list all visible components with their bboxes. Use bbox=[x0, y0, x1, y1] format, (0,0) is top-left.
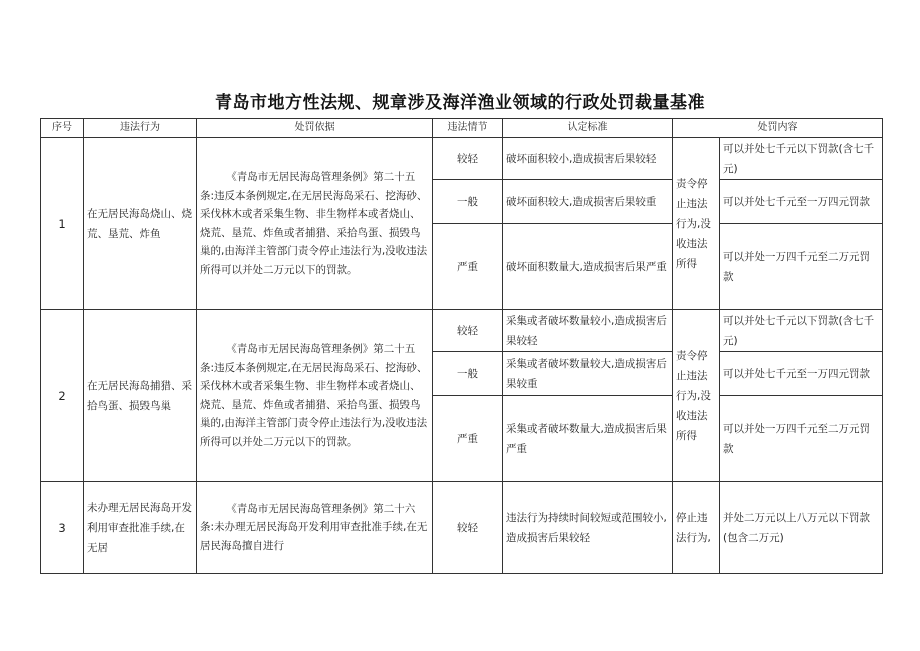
table-header-row bbox=[41, 119, 883, 138]
row-number: 3 bbox=[41, 482, 84, 574]
header-basis: 处罚依据 bbox=[197, 119, 433, 138]
determination-standard: 破坏面积数量大,造成损害后果严重 bbox=[503, 224, 673, 310]
penalty-basis: 《青岛市无居民海岛管理条例》第二十六条:未办理无居民海岛开发利用审查批准手续,在无居民海岛擅自进行 bbox=[197, 482, 433, 574]
penalty-content: 可以并处七千元以下罚款(含七千元) bbox=[720, 138, 883, 180]
penalty-content: 并处二万元以上八万元以下罚款(包含二万元) bbox=[720, 482, 883, 574]
penalty-content: 可以并处七千元至一万四元罚款 bbox=[720, 352, 883, 396]
penalty-basis: 《青岛市无居民海岛管理条例》第二十五条:违反本条例规定,在无居民海岛采石、挖海砂、采伐林木或者采集生物、非生物样本或者烧山、烧荒、垦荒、炸鱼或者捕猎、采拾鸟蛋、损毁鸟巢的,由海洋主管部门责令停止违法行为,没收违法所得可以并处二万元以下的罚款。 bbox=[197, 138, 433, 310]
circumstance-level: 严重 bbox=[433, 224, 503, 310]
circumstance-level: 较轻 bbox=[433, 310, 503, 352]
penalty-content: 可以并处七千元至一万四元罚款 bbox=[720, 180, 883, 224]
circumstance-level: 一般 bbox=[433, 180, 503, 224]
violation-behavior: 在无居民海岛捕猎、采拾鸟蛋、损毁鸟巢 bbox=[84, 310, 197, 482]
row-number: 2 bbox=[41, 310, 84, 482]
penalty-action: 停止违法行为, bbox=[673, 482, 720, 574]
determination-standard: 采集或者破坏数量大,造成损害后果严重 bbox=[503, 396, 673, 482]
row-number: 1 bbox=[41, 138, 84, 310]
page-title: 青岛市地方性法规、规章涉及海洋渔业领域的行政处罚裁量基准 bbox=[215, 93, 705, 113]
circumstance-level: 一般 bbox=[433, 352, 503, 396]
header-circumstance: 违法情节 bbox=[433, 119, 503, 138]
circumstance-level: 严重 bbox=[433, 396, 503, 482]
determination-standard: 破坏面积较小,造成损害后果较轻 bbox=[503, 138, 673, 180]
violation-behavior: 未办理无居民海岛开发利用审查批准手续,在无居 bbox=[84, 482, 197, 574]
table-row bbox=[41, 138, 883, 180]
header-penalty: 处罚内容 bbox=[673, 119, 883, 138]
penalty-content: 可以并处一万四千元至二万元罚款 bbox=[720, 396, 883, 482]
violation-behavior: 在无居民海岛烧山、烧荒、垦荒、炸鱼 bbox=[84, 138, 197, 310]
penalty-standard-table bbox=[40, 118, 883, 574]
determination-standard: 采集或者破坏数量较小,造成损害后果较轻 bbox=[503, 310, 673, 352]
penalty-content: 可以并处七千元以下罚款(含七千元) bbox=[720, 310, 883, 352]
table-row bbox=[41, 310, 883, 352]
circumstance-level: 较轻 bbox=[433, 138, 503, 180]
penalty-action: 责令停止违法行为,没收违法所得 bbox=[673, 310, 720, 482]
determination-standard: 破坏面积较大,造成损害后果较重 bbox=[503, 180, 673, 224]
circumstance-level: 较轻 bbox=[433, 482, 503, 574]
header-standard: 认定标准 bbox=[503, 119, 673, 138]
penalty-basis: 《青岛市无居民海岛管理条例》第二十五条:违反本条例规定,在无居民海岛采石、挖海砂、采伐林木或者采集生物、非生物样本或者烧山、烧荒、垦荒、炸鱼或者捕猎、采拾鸟蛋、损毁鸟巢的,由海洋主管部门责令停止违法行为,没收违法所得可以并处二万元以下的罚款。 bbox=[197, 310, 433, 482]
determination-standard: 违法行为持续时间较短或范围较小,造成损害后果较轻 bbox=[503, 482, 673, 574]
header-behavior: 违法行为 bbox=[84, 119, 197, 138]
penalty-action: 责令停止违法行为,没收违法所得 bbox=[673, 138, 720, 310]
table-row bbox=[41, 482, 883, 574]
determination-standard: 采集或者破坏数量较大,造成损害后果较重 bbox=[503, 352, 673, 396]
header-no: 序号 bbox=[41, 119, 84, 138]
penalty-content: 可以并处一万四千元至二万元罚款 bbox=[720, 224, 883, 310]
